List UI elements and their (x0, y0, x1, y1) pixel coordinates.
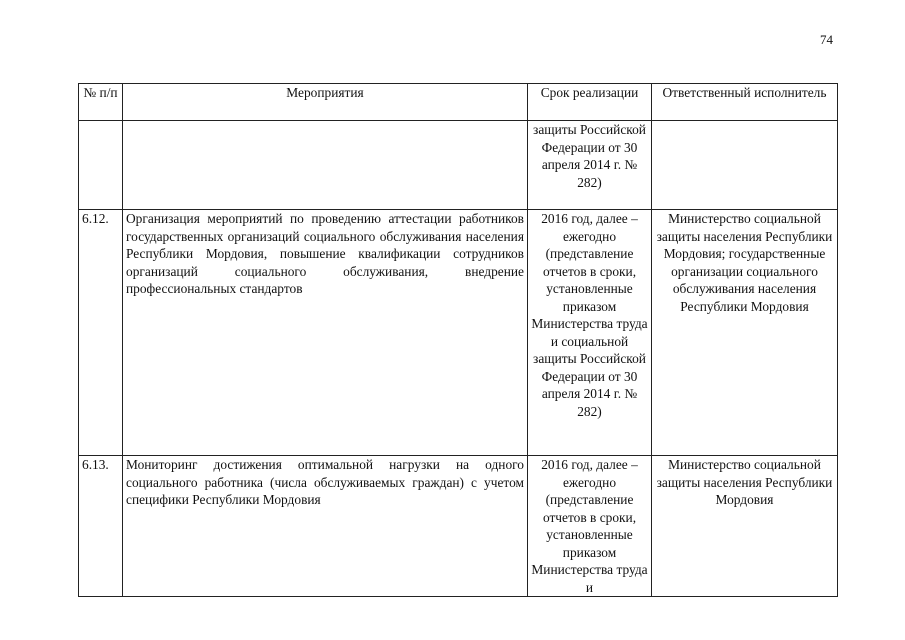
cell-responsible: Министерство социальной защиты населения Республики Мордовия; государственные организации социального обслуживания населения Республики Мордовия (652, 210, 838, 456)
cell-deadline: 2016 год, далее – ежегодно (представление отчетов в сроки, установленные приказом Министерства труда и (528, 456, 652, 597)
table-header-row (79, 84, 838, 121)
cell-responsible: Министерство социальной защиты населения Республики Мордовия (652, 456, 838, 597)
cell-activity: Организация мероприятий по проведению аттестации работников государственных организаций социального обслуживания населения Республики Мордовия, повышение квалификации сотрудников организаций социального обслуживания, внедрение профессиональных стандартов (123, 210, 528, 456)
table-row (79, 210, 838, 456)
cell-deadline: защиты Российской Федерации от 30 апреля 2014 г. № 282) (528, 121, 652, 210)
activities-table (78, 83, 838, 597)
table-row (79, 456, 838, 597)
cell-deadline: 2016 год, далее – ежегодно (представление отчетов в сроки, установленные приказом Министерства труда и социальной защиты Российской Федерации от 30 апреля 2014 г. № 282) (528, 210, 652, 456)
page-number: 74 (820, 32, 833, 47)
table-row-continuation (79, 121, 838, 210)
header-deadline: Срок реализации (528, 84, 652, 121)
cell-activity: Мониторинг достижения оптимальной нагрузки на одного социального работника (числа обслуживаемых граждан) с учетом специфики Республики Мордовия (123, 456, 528, 597)
header-responsible: Ответственный исполнитель (652, 84, 838, 121)
cell-num (79, 121, 123, 210)
header-num: № п/п (79, 84, 123, 121)
cell-activity (123, 121, 528, 210)
cell-responsible (652, 121, 838, 210)
cell-num: 6.13. (79, 456, 123, 597)
header-activity: Мероприятия (123, 84, 528, 121)
cell-num: 6.12. (79, 210, 123, 456)
